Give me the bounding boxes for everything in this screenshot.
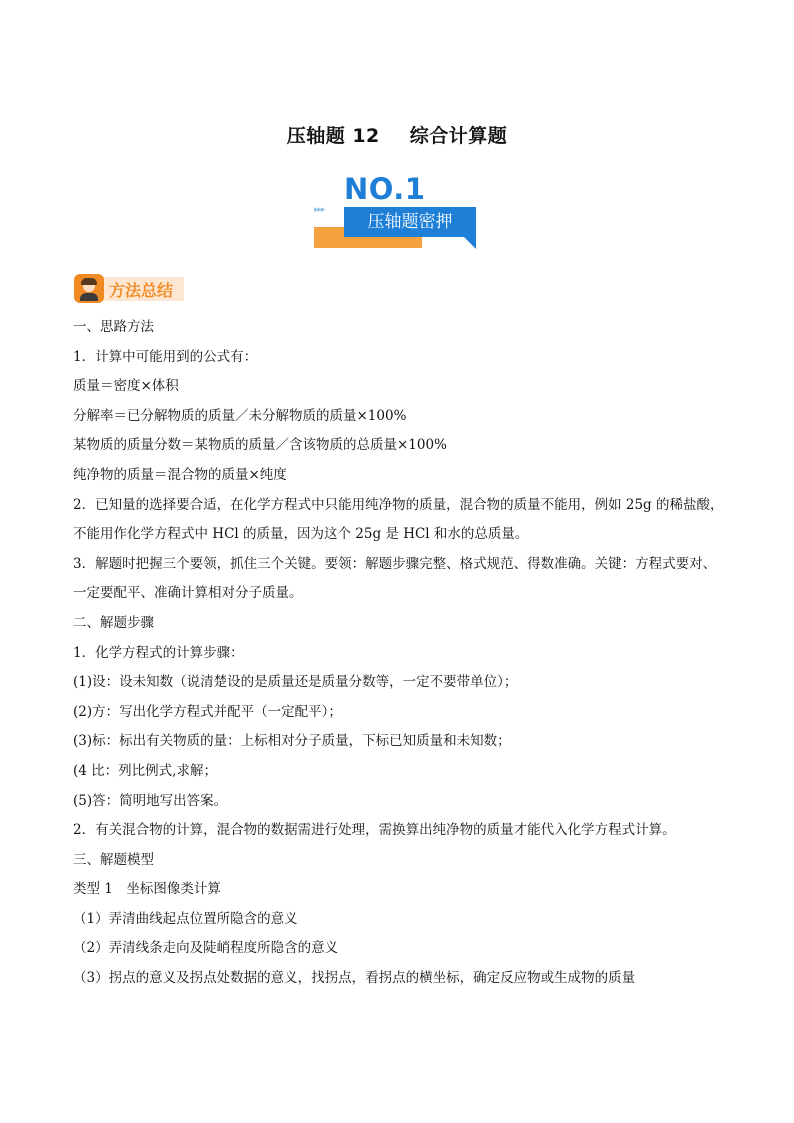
text-line: （1）弄清曲线起点位置所隐含的意义 (73, 910, 298, 927)
document-body (73, 313, 733, 994)
banner-tag: 压轴题密押 (344, 207, 476, 237)
text-line: 三、解题模型 (73, 851, 154, 868)
avatar-hair (81, 278, 97, 285)
banner-fold (464, 237, 476, 249)
text-line: 1．计算中可能用到的公式有： (73, 348, 258, 365)
text-line: (5)答：简明地写出答案。 (73, 792, 228, 809)
banner-number: NO.1 (344, 172, 426, 206)
title-part1: 压轴题 12 (286, 125, 380, 147)
text-line: (1)设：设未知数（说清楚设的是质量还是质量分数等，一定不要带单位）； (73, 674, 518, 691)
text-line: 类型 1 坐标图像类计算 (73, 881, 221, 898)
text-line: （2）弄清线条走向及陡峭程度所隐含的意义 (73, 940, 339, 957)
text-line: 2．已知量的选择要合适，在化学方程式中只能用纯净物的质量，混合物的质量不能用，例如 25g 的稀盐酸， (73, 496, 724, 513)
text-line: 某物质的质量分数＝某物质的质量／含该物质的总质量×100% (73, 437, 447, 454)
text-line: 不能用作化学方程式中 HCl 的质量，因为这个 25g 是 HCl 和水的总质量。 (73, 526, 529, 543)
text-line: (2)方：写出化学方程式并配平（一定配平）； (73, 703, 342, 720)
text-line: (4 比：列比例式,求解； (73, 762, 217, 779)
method-summary-header (74, 274, 184, 302)
text-line: （3）拐点的意义及拐点处数据的意义，找拐点，看拐点的横坐标，确定反应物或生成物的质量 (73, 970, 636, 987)
text-line: 二、解题步骤 (73, 614, 154, 631)
text-line: (3)标：标出有关物质的量：上标相对分子质量，下标已知质量和未知数； (73, 733, 511, 750)
text-line: 3．解题时把握三个要领，抓住三个关键。要领：解题步骤完整、格式规范、得数准确。关键：方程式要对、 (73, 555, 717, 572)
text-line: 1．化学方程式的计算步骤： (73, 644, 244, 661)
page-title (0, 121, 794, 148)
text-line: 2．有关混合物的计算，混合物的数据需进行处理，需换算出纯净物的质量才能代入化学方程式计算。 (73, 822, 676, 839)
text-line: 纯净物的质量＝混合物的质量×纯度 (73, 466, 287, 483)
method-summary-label: 方法总结 (109, 281, 174, 300)
text-line: 质量＝密度×体积 (73, 378, 179, 395)
banner-arrows-icon: ▸▸▸ (314, 205, 325, 215)
no1-banner (312, 172, 482, 252)
text-line: 一、思路方法 (73, 319, 154, 335)
text-line: 分解率＝已分解物质的质量／未分解物质的质量×100% (73, 407, 407, 424)
title-part2: 综合计算题 (409, 125, 508, 147)
text-line: 一定要配平、准确计算相对分子质量。 (73, 585, 303, 602)
avatar-suit (80, 293, 98, 301)
teacher-avatar-icon (74, 274, 104, 303)
